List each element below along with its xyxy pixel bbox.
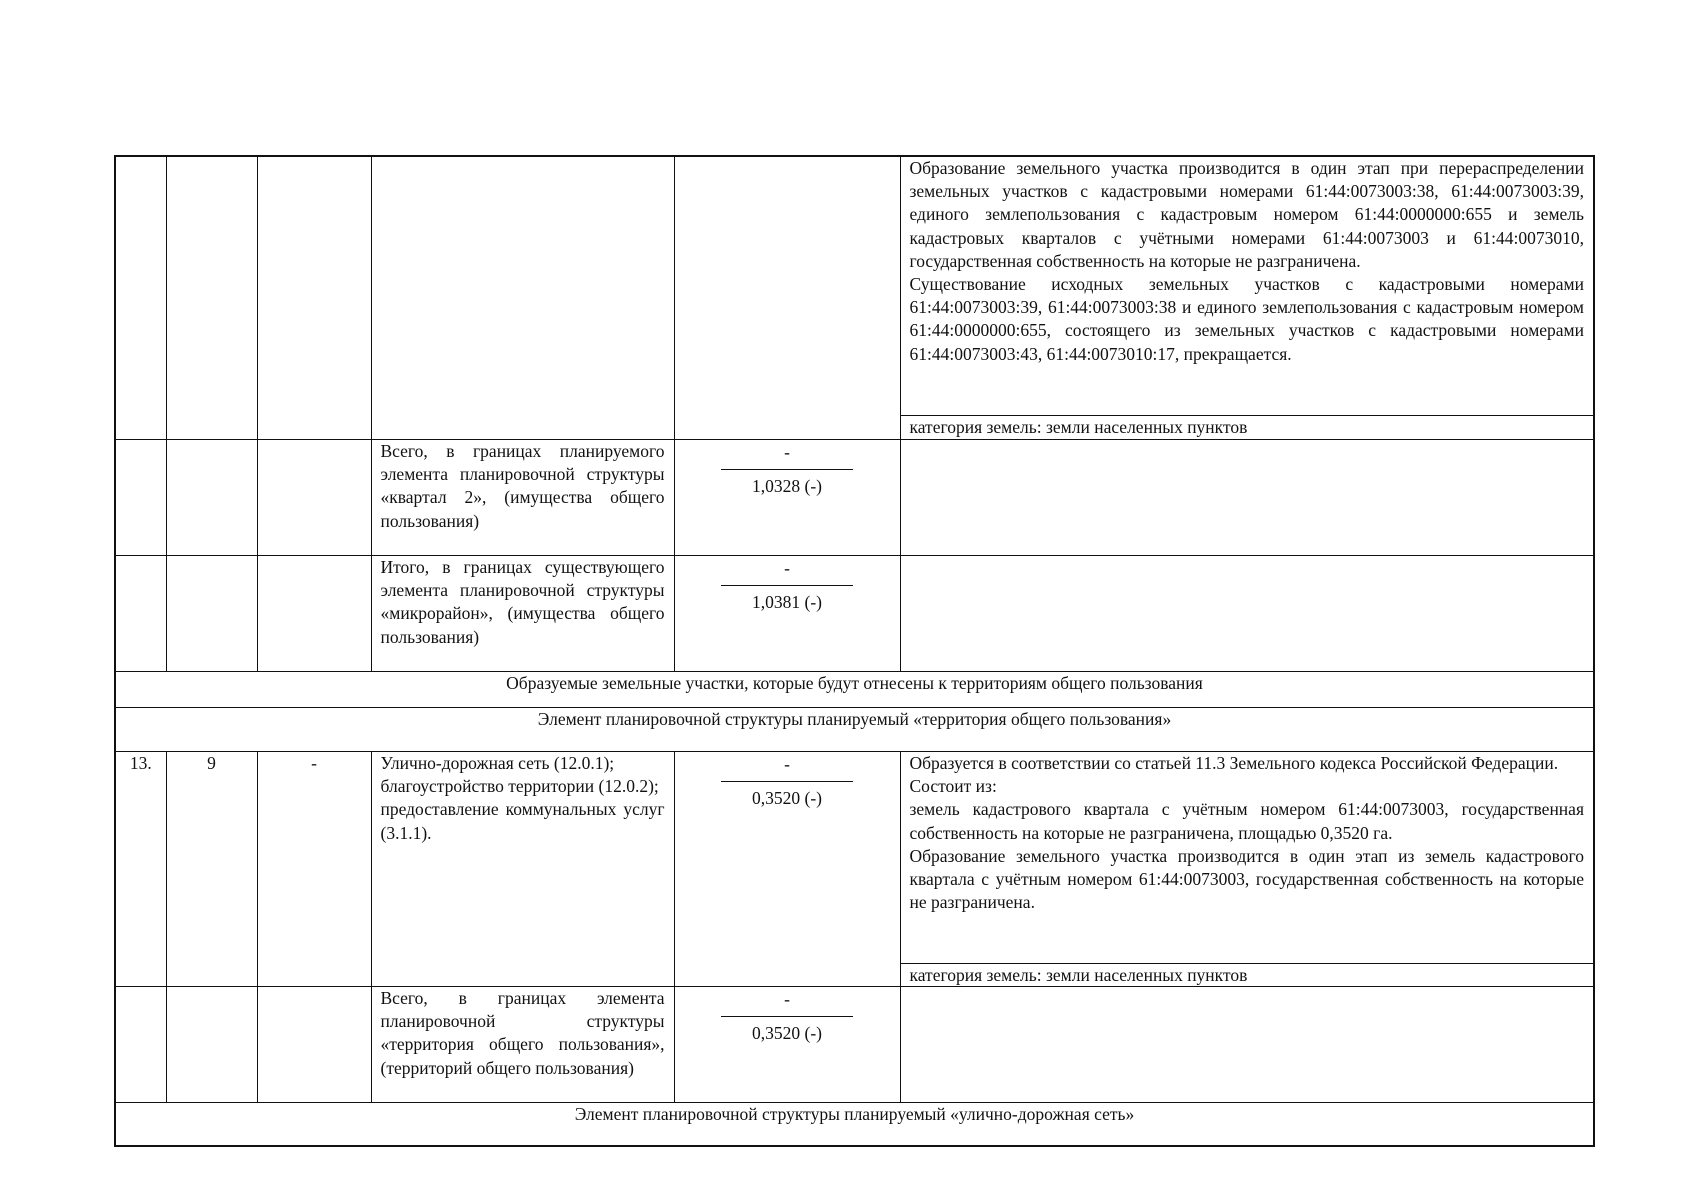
land-plots-table: [114, 155, 1595, 1147]
area-fraction: [674, 440, 900, 556]
plot-col3: -: [257, 752, 371, 987]
area-fraction: [674, 752, 900, 987]
area-numerator: -: [784, 442, 790, 462]
section-header: Образуемые земельные участки, которые будут отнесены к территориям общего пользования: [115, 672, 1594, 708]
description-paragraph: Образование земельного участка производится в один этап при перераспределении земельных участков с кадастровыми номерами 61:44:0073003:38, 61:44:0073003:39, единого землепользования с кадастровым номером 61:44:0000000:655 и земель кадастровых кварталов с учётными номерами 61:44:0073003 и 61:44:0073010, государственная собственность на которые не разграничена.: [909, 158, 1584, 271]
area-denominator: 1,0381 (-): [752, 592, 822, 612]
area-fraction: [674, 556, 900, 672]
plot-number: 9: [166, 752, 257, 987]
table-row: [115, 752, 1594, 987]
section-header: Элемент планировочной структуры планируемый «территория общего пользования»: [115, 708, 1594, 752]
description-paragraph: Существование исходных земельных участков с кадастровыми номерами 61:44:0073003:39, 61:44:0073003:38 и единого землепользования с кадастровым номером 61:44:0000000:655, состоящего из земельных участков с кадастровыми номерами 61:44:0073003:43, 61:44:0073010:17, прекращается.: [909, 274, 1584, 364]
section-header-row: [115, 708, 1594, 752]
fraction-bar: [721, 469, 853, 470]
description-paragraph: Состоит из:: [909, 776, 997, 797]
area-denominator: 1,0328 (-): [752, 476, 822, 496]
description-paragraph: Образование земельного участка производится в один этап из земель кадастрового квартала с учётным номером 61:44:0073003, государственная собственность на которые не разграничена.: [909, 845, 1584, 913]
area-denominator: 0,3520 (-): [752, 1023, 822, 1043]
fraction-bar: [721, 585, 853, 586]
table-row: [115, 156, 1594, 440]
permitted-use: Улично-дорожная сеть (12.0.1);: [380, 753, 615, 773]
description-paragraph: земель кадастрового квартала с учётным номером 61:44:0073003, государственная собственность на которые не разграничена, площадью 0,3520 га.: [909, 799, 1584, 843]
land-category: категория земель: земли населенных пунктов: [901, 963, 1594, 986]
total-label: Всего, в границах элемента планировочной структуры «территория общего пользования», (территорий общего пользования): [371, 987, 674, 1103]
description-cell: [900, 156, 1594, 440]
area-fraction: [674, 987, 900, 1103]
area-numerator: -: [784, 989, 790, 1009]
fraction-bar: [721, 781, 853, 782]
fraction-bar: [721, 1016, 853, 1017]
table-row: [115, 987, 1594, 1103]
table-row: [115, 556, 1594, 672]
land-category: категория земель: земли населенных пунктов: [901, 415, 1594, 438]
row-number: 13.: [115, 752, 166, 987]
permitted-use-cell: [371, 752, 674, 987]
area-numerator: -: [784, 754, 790, 774]
section-header-row: [115, 672, 1594, 708]
area-numerator: -: [784, 558, 790, 578]
total-label: Итого, в границах существующего элемента планировочной структуры «микрорайон», (имущества общего пользования): [371, 556, 674, 672]
section-header-row: [115, 1103, 1594, 1147]
description-paragraph: Образуется в соответствии со статьей 11.3 Земельного кодекса Российской Федерации.: [909, 753, 1559, 773]
section-header: Элемент планировочной структуры планируемый «улично-дорожная сеть»: [115, 1103, 1594, 1147]
permitted-use: предоставление коммунальных услуг (3.1.1).: [380, 799, 665, 843]
description-cell: [900, 752, 1594, 987]
area-denominator: 0,3520 (-): [752, 788, 822, 808]
permitted-use: благоустройство территории (12.0.2);: [380, 776, 659, 797]
table-row: [115, 440, 1594, 556]
total-label: Всего, в границах планируемого элемента планировочной структуры «квартал 2», (имущества общего пользования): [371, 440, 674, 556]
